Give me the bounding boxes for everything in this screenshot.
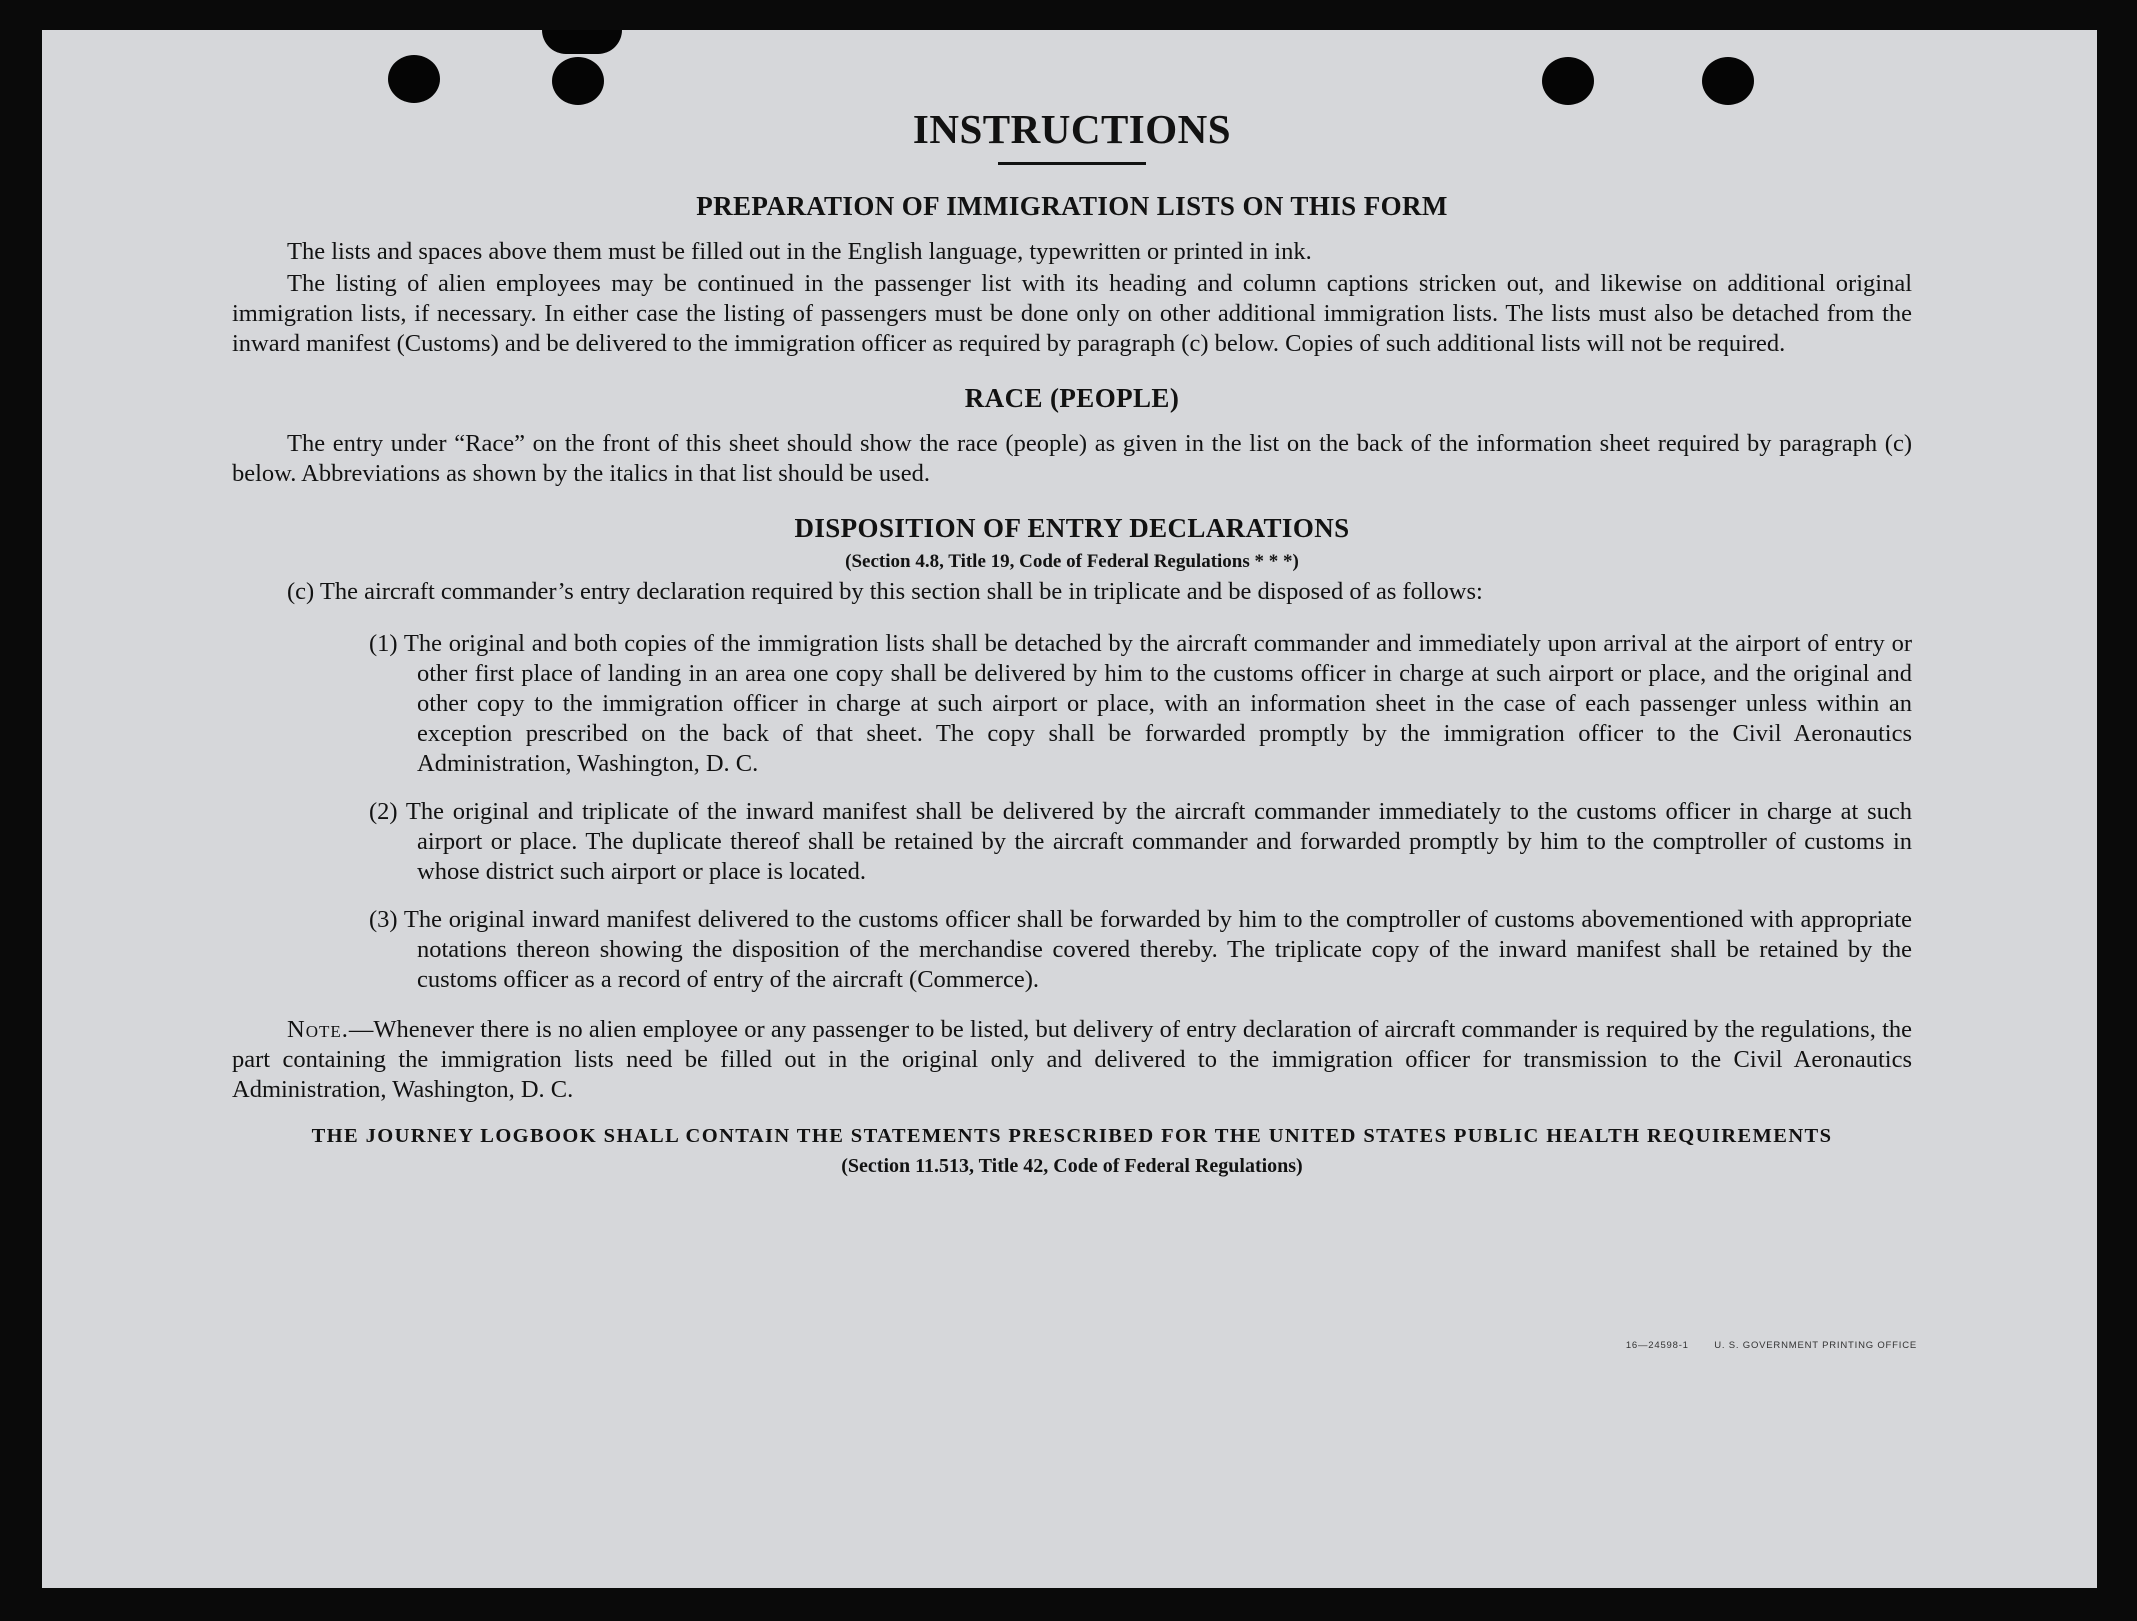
disposition-item-2: (2) The original and triplicate of the inward manifest shall be delivered by the aircraft commander immediately to the customs officer in charge at such airport or place. The duplicate thereof shall be retained by the aircraft commander and forwarded promptly by him to the comptroller of customs in whose district such airport or place is located. [369, 798, 1912, 885]
race-heading: RACE (PEOPLE) [964, 383, 1180, 413]
disposition-item-3: (3) The original inward manifest delivered to the customs officer shall be forwarded by him to the comptroller of customs abovementioned with appropriate notations thereon showing the disposition of the merchandise covered thereby. The triplicate copy of the inward manifest shall be retained by the customs officer as a record of entry of the aircraft (Commerce). [369, 906, 1912, 993]
preparation-heading: PREPARATION OF IMMIGRATION LISTS ON THIS FORM [696, 191, 1448, 221]
health-citation: (Section 11.513, Title 42, Code of Federal Regulations) [841, 1155, 1303, 1177]
note-label: Note. [287, 1016, 349, 1043]
punch-hole-right-1 [1542, 57, 1594, 105]
punch-hole-left-1 [388, 55, 440, 103]
document-sheet [42, 30, 2097, 1588]
page-title: INSTRUCTIONS [912, 106, 1232, 152]
punch-hole-right-2 [1702, 57, 1754, 105]
edge-tear [542, 30, 622, 54]
title-underline [998, 162, 1146, 165]
note-text: —Whenever there is no alien employee or any passenger to be listed, but delivery of entry declaration of aircraft commander is required by the regulations, the part containing the immigration lists need be filled out in the original only and delivered to the immigration officer for transmission to the Civil Aeronautics Administration, Washington, D. C. [232, 1016, 1912, 1103]
race-paragraph: The entry under “Race” on the front of this sheet should show the race (people) as given in the list on the back of the information sheet required by paragraph (c) below. Abbreviations as shown by the italics in that list should be used. [232, 430, 1912, 487]
note-paragraph [232, 1015, 1912, 1105]
disposition-intro: (c) The aircraft commander’s entry declaration required by this section shall be in triplicate and be disposed of as follows: [287, 578, 1483, 605]
disposition-citation: (Section 4.8, Title 19, Code of Federal Regulations * * *) [845, 551, 1299, 572]
preparation-paragraph-2: The listing of alien employees may be continued in the passenger list with its heading and column captions stricken out, and likewise on additional original immigration lists, if necessary. In either case the listing of passengers must be done only on other additional immigration lists. The lists must also be detached from the inward manifest (Customs) and be delivered to the immigration officer as required by paragraph (c) below. Copies of such additional lists will not be required. [232, 270, 1912, 357]
form-number: 16—24598-1 [1625, 1340, 1689, 1351]
printer-name: U. S. GOVERNMENT PRINTING OFFICE [1714, 1340, 1917, 1351]
disposition-heading: DISPOSITION OF ENTRY DECLARATIONS [794, 513, 1350, 543]
instructions-body [232, 100, 1912, 1181]
health-requirements-line: THE JOURNEY LOGBOOK SHALL CONTAIN THE STATEMENTS PRESCRIBED FOR THE UNITED STATES PUBLIC HEALTH REQUIREMENTS [311, 1125, 1833, 1147]
printer-imprint [1604, 1340, 1917, 1351]
disposition-item-1: (1) The original and both copies of the immigration lists shall be detached by the aircraft commander and immediately upon arrival at the airport of entry or other first place of landing in an area one copy shall be delivered by him to the customs officer in charge at such airport or place, and the original and other copy to the immigration officer in charge at such airport or place, with an information sheet in the case of each passenger unless within an exception prescribed on the back of that sheet. The copy shall be forwarded promptly by the immigration officer to the Civil Aeronautics Administration, Washington, D. C. [369, 630, 1912, 777]
punch-hole-left-2 [552, 57, 604, 105]
preparation-paragraph-1: The lists and spaces above them must be filled out in the English language, typewritten or printed in ink. [287, 238, 1312, 265]
